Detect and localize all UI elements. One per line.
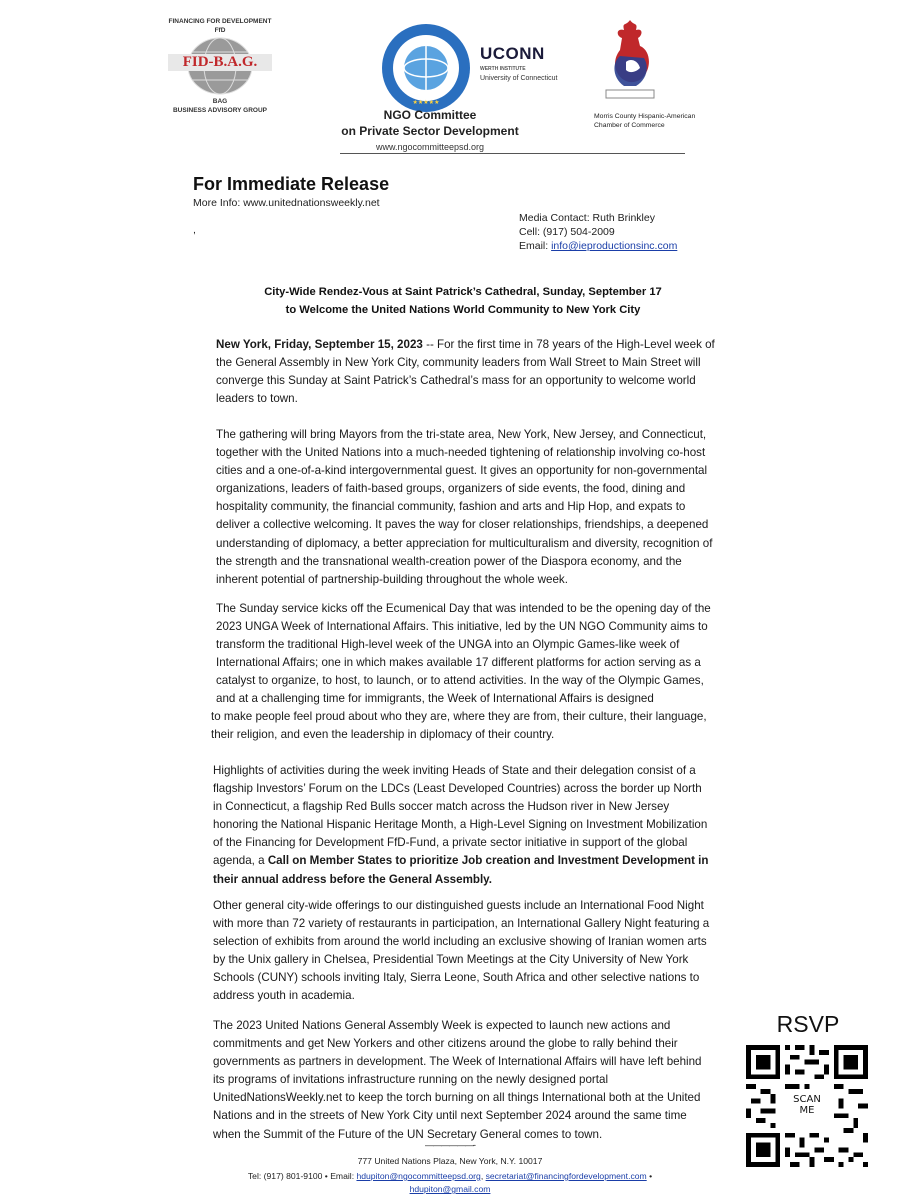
svg-text:★★★★★: ★★★★★ <box>412 99 440 106</box>
uconn-university: University of Connecticut <box>480 75 558 82</box>
ngo-website: www.ngocommitteepsd.org <box>375 142 485 152</box>
para-1-text: -- For the first time in 78 years of the High-Level week of the General Assembly in New York City, community leaders from Wall Street to Main Street will converge this Sunday at Saint Patrick’s Cathedral’s mass for an opportunity to welcome world leaders to town. <box>216 338 715 406</box>
ngo-title-line1: NGO Committee <box>383 108 477 122</box>
footer-email-2[interactable]: secretariat@financingfordevelopment.com <box>485 1171 647 1181</box>
para-4-bold: Call on Member States to prioritize Job creation and Investment Development in their annual address before the General Assembly. <box>213 854 709 886</box>
body-para-6 <box>213 1017 713 1144</box>
media-email-line <box>519 240 677 252</box>
uconn-institute: WERTH INSTITUTE <box>480 66 526 72</box>
body-para-3b <box>211 708 711 744</box>
ngo-seal-icon <box>380 22 472 114</box>
headline-line2: to Welcome the United Nations World Community to New York City <box>285 304 641 316</box>
body-para-5 <box>213 897 713 1006</box>
dateline: New York, Friday, September 15, 2023 <box>216 338 423 351</box>
para-6-text: The 2023 United Nations General Assembly Week is expected to launch new actions and commitments and get New Yorkers and other citizens around the globe to rally behind their governments as partners in development. The Week of International Affairs will have left behind its programs of invitations infrastructure running on the newly designed portal UnitedNationsWeekly.net to keep the torch burning on all things International both at the United Nations and in the streets of New York City until next September 2024 around the same time when the Summit of the Future of the UN Secretary General comes to town. <box>213 1019 702 1141</box>
footer-email-3-line <box>0 1184 900 1194</box>
fid-bag: BAG <box>212 98 228 105</box>
more-info: More Info: www.unitednationsweekly.net <box>193 197 380 209</box>
headline-line1: City-Wide Rendez-Vous at Saint Patrick’s Cathedral, Sunday, September 17 <box>264 286 662 298</box>
footer-email-3[interactable]: hdupiton@gmail.com <box>409 1184 491 1194</box>
fid-abbr: FfD <box>214 27 226 34</box>
email-label: Email: <box>519 240 552 252</box>
uconn-name: UCONN <box>480 44 545 63</box>
body-para-2 <box>216 426 716 589</box>
body-para-4 <box>213 762 713 889</box>
rooster-crest-icon <box>590 16 670 108</box>
footer-address: 777 United Nations Plaza, New York, N.Y. 10017 <box>357 1156 543 1166</box>
chamber-logo <box>580 16 730 156</box>
headline <box>193 283 733 319</box>
scan-me-badge: SCAN ME <box>793 1094 821 1116</box>
body-para-3 <box>216 600 716 709</box>
fid-bag-full: BUSINESS ADVISORY GROUP <box>172 107 268 114</box>
fid-top-text: FINANCING FOR DEVELOPMENT <box>168 18 272 25</box>
fid-logo-text: FID-B.A.G. <box>168 54 272 71</box>
ngo-title-line2: on Private Sector Development <box>341 124 519 138</box>
media-contact: Media Contact: Ruth Brinkley <box>519 212 655 224</box>
uconn-logo <box>480 44 560 94</box>
para-4-text: Highlights of activities during the week inviting Heads of State and their delegation consist of a flagship Investors’ Forum on the LDCs (Least Developed Countries) across the border up North in Connecticut, a flagship Red Bulls soccer match across the Hudson river in New Jersey honoring the National Hispanic Heritage Month, a High-Level Signing on Investment Mobilization of the Financing for Development FfD-Fund, a private sector initiative in support of the global agenda, a <box>213 764 708 868</box>
footer-email-1[interactable]: hdupiton@ngocommitteepsd.org <box>356 1171 481 1181</box>
stray-comma: , <box>193 224 196 236</box>
footer-bullet: • <box>646 1171 653 1181</box>
para-2-text: The gathering will bring Mayors from the tri-state area, New York, New Jersey, and Connecticut, together with the United Nations into a much-needed tightening of relationship involving co-host cities and a one-of-a-kind intergovernmental guest. It gives an opportunity for non-governmental organizations, leaders of faith-based groups, organizers of side events, the food, dining and hospitality community, the financial community, fashion and arts and Hip Hop, and expats to deliver a collective welcoming. It paves the way for closer relationships, friendships, a deepened understanding of diplomacy, a better appreciation for multiculturalism and diversity, recognition of the strength and the transnational wealth-creation power of the Diaspora economy, and the inherent potential of partnership-building throughout the whole week. <box>216 428 713 586</box>
media-email-link[interactable]: info@ieproductionsinc.com <box>551 240 678 252</box>
body-para-1 <box>216 336 716 408</box>
chamber-line1: Morris County Hispanic-American <box>594 113 696 120</box>
header-divider <box>340 153 685 154</box>
footer-contact <box>0 1171 900 1181</box>
rsvp-label: RSVP <box>776 1011 840 1037</box>
footer-dashes: ——————- <box>425 1140 475 1150</box>
para-5-text: Other general city-wide offerings to our distinguished guests include an International Food Night with more than 72 variety of restaurants in participation, an International Gallery Night featuring a selection of exhibits from around the world including an exclusive showing of Iranian women arts by the Unix gallery in Chelsea, Presidential Town Meetings at the City University of New York Schools (CUNY) schools inviting Italy, Sierra Leone, South Africa and other selective nations to address youth in academia. <box>213 899 710 1003</box>
para-3b-text: to make people feel proud about who they are, where they are from, their culture, their language, their religion, and even the leadership in diplomacy of their country. <box>211 710 707 742</box>
footer-tel: Tel: (917) 801-9100 • Email: <box>247 1171 357 1181</box>
fid-logo <box>150 14 290 124</box>
footer-sep: , <box>480 1171 486 1181</box>
release-heading: For Immediate Release <box>193 174 390 194</box>
media-cell: Cell: (917) 504-2009 <box>519 226 615 238</box>
para-3-text: The Sunday service kicks off the Ecumenical Day that was intended to be the opening day of the 2023 UNGA Week of International Affairs. This initiative, led by the UN NGO Community aims to transform the traditional High-level week of the UNGA into an Olympic Games-like week of International Affairs; one in which makes available 17 different platforms for action serving as a catalyst to organize, to host, to launch, or to attend activities. In the way of the Olympic Games, and at a challenging time for immigrants, the Week of International Affairs is designed <box>216 602 711 706</box>
chamber-line2: Chamber of Commerce <box>594 122 665 129</box>
